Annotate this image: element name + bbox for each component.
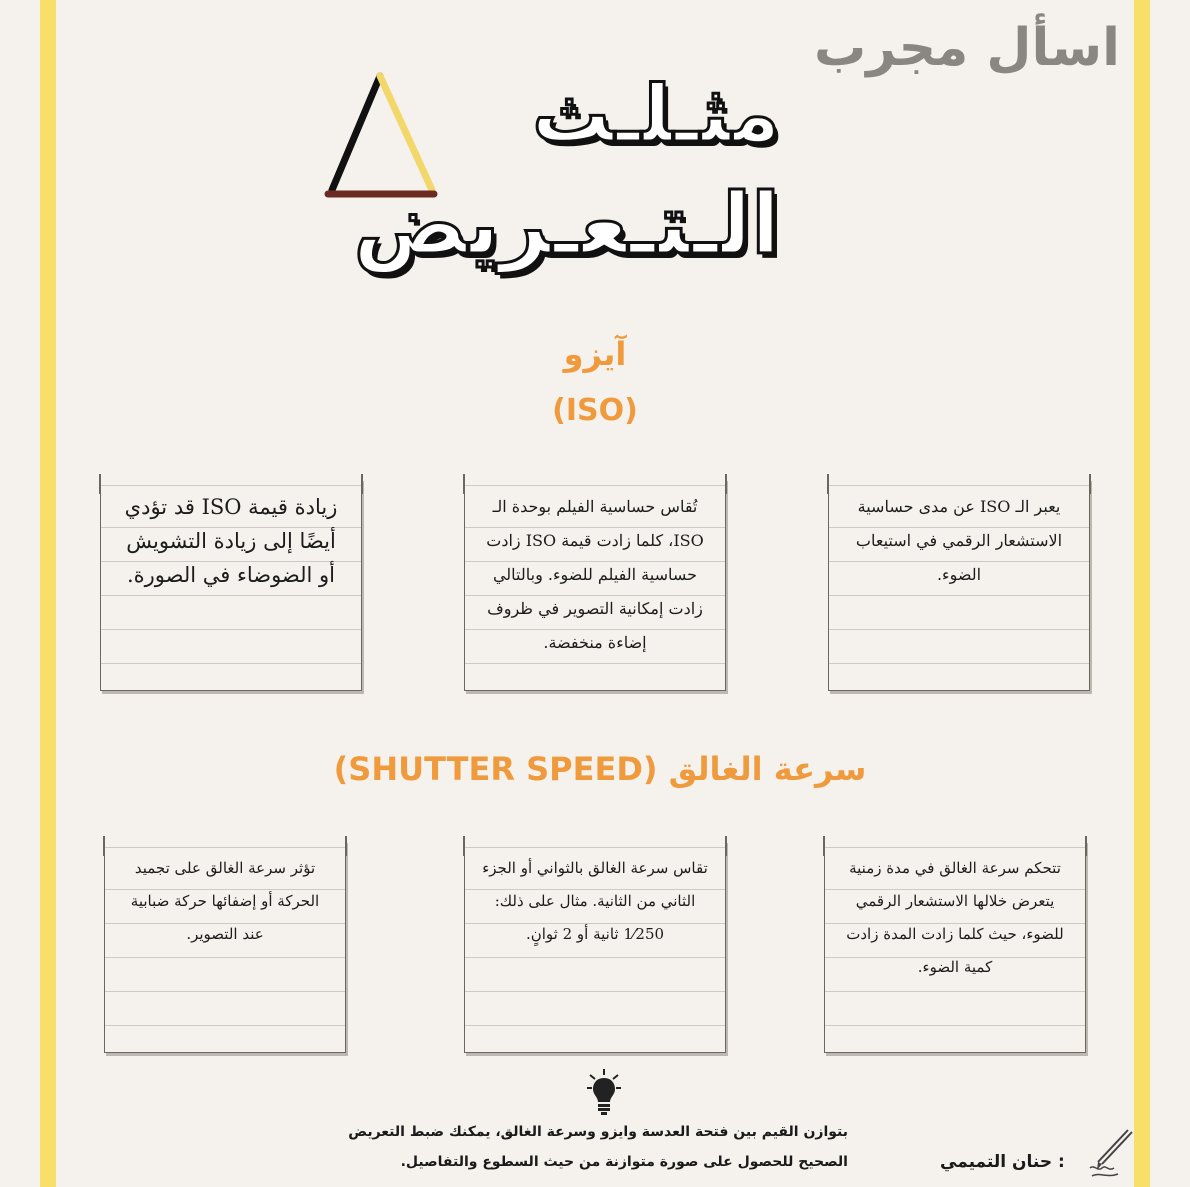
shutter-card-motion xyxy=(104,840,346,1053)
title-line-1: مثـلـث xyxy=(532,70,780,160)
iso-card-definition xyxy=(828,478,1090,691)
left-border-stripe xyxy=(40,0,56,1187)
shutter-card-definition xyxy=(824,840,1086,1053)
pen-icon xyxy=(1088,1128,1136,1180)
footer-line-2: الصحيح للحصول على صورة متوازنة من حيث السطوع والتفاصيل. xyxy=(400,1154,848,1170)
lightbulb-icon xyxy=(586,1067,622,1117)
iso-card-measure-text: تُقاس حساسية الفيلم بوحدة الـ ISO، كلما زادت قيمة ISO زادت حساسية الفيلم للضوء. وبالتالي زادت إمكانية التصوير في ظروف إضاءة منخفضة. xyxy=(486,497,704,652)
footer-line-1: بتوازن القيم بين فتحة العدسة وايزو وسرعة الغالق، يمكنك ضبط التعريض xyxy=(348,1124,848,1140)
shutter-card-measure xyxy=(464,840,726,1053)
iso-card-definition-text: يعبر الـ ISO عن مدى حساسية الاستشعار الرقمي في استيعاب الضوء. xyxy=(855,497,1063,584)
iso-card-noise-text: زيادة قيمة ISO قد تؤدي أيضًا إلى زيادة التشويش أو الضوضاء في الصورة. xyxy=(124,495,338,587)
brand-text: اسأل مجرب xyxy=(814,18,1120,78)
shutter-card-measure-text: تقاس سرعة الغالق بالثواني أو الجزء الثاني من الثانية. مثال على ذلك: 1⁄250 ثانية أو 2 ثوانٍ. xyxy=(482,859,708,943)
iso-card-noise xyxy=(100,478,362,691)
iso-card-measure xyxy=(464,478,726,691)
title-line-2: الـتـعـريض xyxy=(353,175,780,273)
shutter-card-definition-text: تتحكم سرعة الغالق في مدة زمنية يتعرض خلالها الاستشعار الرقمي للضوء، حيث كلما زادت المدة زادت كمية الضوء. xyxy=(846,859,1064,976)
shutter-heading: سرعة الغالق (SHUTTER SPEED) xyxy=(333,750,867,788)
iso-heading-en: (ISO) xyxy=(552,393,638,428)
author-credit: : حنان التميمي xyxy=(940,1152,1065,1172)
shutter-card-motion-text: تؤثر سرعة الغالق على تجميد الحركة أو إضفائها حركة ضبابية عند التصوير. xyxy=(130,859,320,943)
right-border-stripe xyxy=(1134,0,1150,1187)
iso-heading-ar: آيزو xyxy=(563,335,627,373)
